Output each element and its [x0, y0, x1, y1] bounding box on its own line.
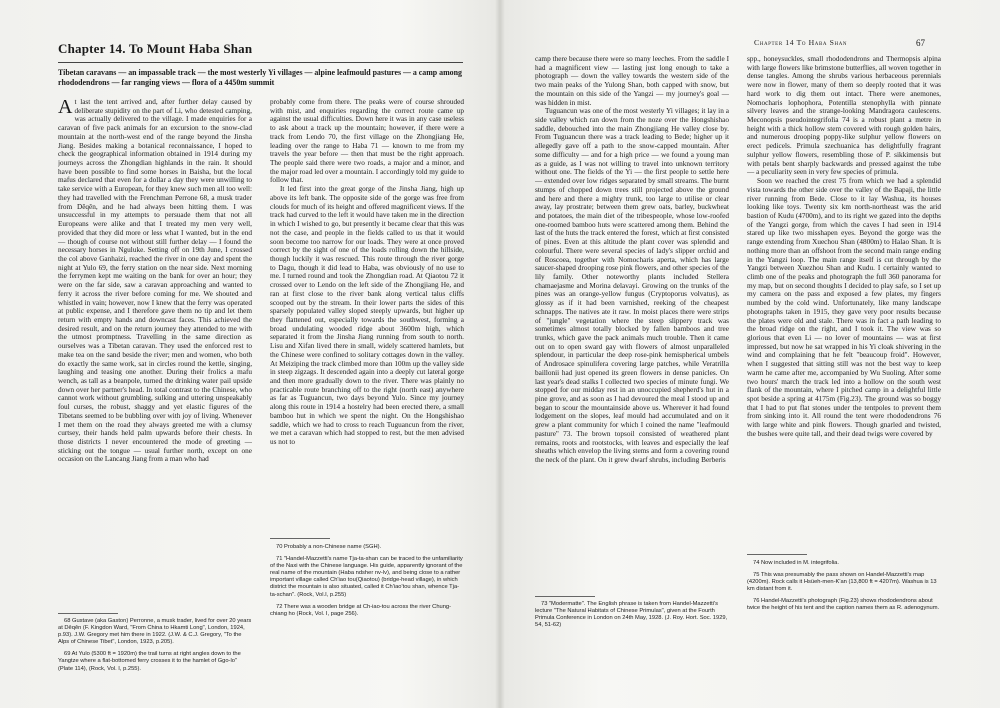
right-page [502, 0, 1000, 708]
footnote: 69 At Yulo (5300 ft = 1920m) the trail turns at right angles down to the Yangtze where a flat-bottomed ferry crosses it to the hamlet of Ggo-lo" (Plate 114), (Rock, Vol. I, p.255). [58, 651, 241, 672]
left-page-column-1 [58, 98, 252, 618]
body-paragraph: spp., honeysuckles, small rhododendrons and Thermopsis alpina with large flowers like brimstone butterflies, all woven together in dense tangles. Among the shrubs various herbaceous perennials were now in flower, many of them so deeply rooted that it was hard work to dig them out intact. There were anemones, Nomocharis lophophora, Potentilla stenophylla with pinnate silvery leaves and the strange-looking Mandragora caulescens. Meconopsis pseudointegrifolia 74 is a robust plant a metre in height with a thick hollow stem covered with rough golden hairs, and numerous drooping poppy-like sulphur yellow flowers on erect pedicels. Primula szechuanica has delightfully fragrant sulphur yellow flowers, resembling those of P. sikkimensis but with petals bent sharply backwards and pressed against the tube — a peculiarity seen in very few species of primula. [747, 55, 941, 177]
footnote: 72 There was a wooden bridge at Ch-iao-tou across the river Chung-chiang ho (Rock, Vol. I, page 256). [270, 603, 452, 617]
footnote-rule [535, 596, 595, 597]
left-page-footnotes-1 [58, 618, 253, 698]
left-page-column-2 [270, 98, 464, 524]
page-number: 67 [916, 38, 925, 48]
opening-paragraph [58, 98, 252, 464]
right-page-footnotes-1 [535, 601, 730, 681]
right-page-footnotes-2 [747, 560, 942, 700]
body-paragraph: It led first into the great gorge of the Jinsha Jiang, high up above its left bank. The opposite side of the gorge was free from clouds for much of its height and offered magnificent views. If the track had curved to the left it would have taken me in the direction in which I wished to go, but presently it became clear that this was not the case, and people in the fields called to us that it would soon become too narrow for our loads. They were at once proved correct by the sight of one of the loads rolling down the hillside, though luckily it was rescued. This route through the river gorge to Dagu, though it did lead to Haba, was obviously of no use to me. I turned round and took the Zhongdian road. At Qiaotou 72 it crossed over to Lendo on the left side of the Zhongjiang He, and ran at first close to the river bank along vertical talus cliffs scooped out by the stream. In their lower parts the sides of this sparsely populated valley sloped steeply upwards, but higher up they flattened out, especially towards the southwest, forming a broad undulating wooded ridge about 3600m high, which separated it from the Jinsha Jiang running from south to north. Lisu and Xifan lived there in small, widely scattered hamlets, but the Chinese were confined to solitary cottages down in the valley. At Meiziping the track climbed more than 100m up the valley side in steep zigzags. It descended again into a deeply cut lateral gorge and then more gradually down to the river. There was plainly no practicable route branching off to the right (north east) anywhere as far as Tuguancun, two days beyond Yulo. Since my journey along this route in 1914 a hostelry had been erected there, a small bamboo hut in which we spent the night. On the Hongshishao saddle, which we had to cross to reach Tuguancun from the river, we met a caravan which had stopped to rest, but the men advised us not to [270, 185, 464, 447]
opening-paragraph-text: t last the tent arrived and, after further delay caused by deliberate stupidity on the part of Li, who detested camping, was actually delivered to the village. I made enquiries for a caravan of five pack animals for an excursion to the snow-clad mountain at the north-west end of the range beyond the Jinsha Jiang. Besides making a botanical reconnaissance, I hoped to check the geographical information obtained in 1914 during my journeys across the Zhongdian highlands in the rain. It should have been possible to find some horses in Baisha, but the local mafus declared that even for a dollar a day they were unwilling to take service with a European, for they knew such men all too well: they had travelled with the Frenchman Perrone 68, a musk trader from Dêqên, and he had always been hitting them. I was unsuccessful in my attempts to persuade them that not all Europeans were alike and that I treated my men very well, provided that they did more or less what I wanted, but in the end — though of course not without still further delay — I found the necessary horses in Nguluke. Setting off on 19th June, I crossed the col above Ganhaizi, reached the river in one day and spent the night at Yulo 69, the ferry station on the near side. Next morning the ferrymen kept me waiting on the bank for over an hour; they were on the far side, saw a caravan approaching and wanted to ferry it across the river before coming for me. We shouted and whistled in vain; however, now I knew that the ferry was operated at public expense, and I therefore gave them no tip and let them return with empty hands and downcast faces. This achieved the desired result, and on the return journey they attended to me with the utmost promptness. Travelling in the same direction as ourselves was a Tibetan caravan. They used the enforced rest to make tea on the sand beside the river; men and women, who both do exactly the same work, sat in circles round the kettle, singing, laughing and teasing one another. During their frolics a mafu wench, as tall as a beanpole, turned the drinking water pail upside down over her partner's head. In total contrast to the Chinese, who cannot work without grumbling, sulking and uttering unspeakably foul curses, the robust, shaggy and yet elastic figures of the Tibetans seemed to be bubbling over with joy of living. Whenever I met them on the road they always greeted me with a clumsy curtsey, their hands held palm upwards before their chests. In those districts I never encountered the mode of greeting — sticking out the tongue — usual further north, except on one occasion on the Lancang Jiang from a man who had [58, 98, 252, 464]
body-paragraph: Tuguancun was one of the most westerly Yi villages; it lay in a side valley which ran down from the noze over the Hongshishao saddle, debouched into the main Zhongjiang He valley close by. From Tuguancun there was a track leading to Bede; higher up it allegedly gave off a path to the snow-capped mountain. After some difficulty — and for a high price — we found a young man as a guide, as I was not willing to travel into unknown territory without one. The fields of the Yi — the first people to settle here — extended over low ridges separated by small streams. The burnt stumps of chopped down trees still projected above the ground and here and there a mighty trunk, too large to utilise or clear away, lay prostrate; between them grew oats, barley, buckwheat and potatoes, the main diet of the tribespeople, whose low-roofed one-roomed bamboo huts were scattered among them. Behind the last of the huts the track entered the forest, which at first consisted of pines. Even at this altitude the plant cover was splendid and colourful. There were several species of lady's slipper orchid and of Roscoea, together with Nomocharis aperta, which has large saucer-shaped drooping rose pink flowers, and other species of the lily family. Other noteworthy plants included Stellera chamaejasme and Morina delavayi. Growing on the trunks of the pines was an orange-yellow fungus (Cryptoporus volvatus), as glossy as if it had been varnished, reeking of the cheapest schnapps. The natives ate it raw. In moist places there were strips of "jungle" vegetation where the steep slippery track was sometimes almost totally blocked by fallen bamboos and tree trunks, which gave the pack animals much trouble. Then it came out on to open sward gay with flowers of almost unparalleled splendour, in particular the deep rose-pink hemispherical umbels of Androsace spinulifera covering large patches, while Veratrilla baillonii had just opened its green flowers in dense panicles. On last year's dead stalks I collected two species of minute fungi. We stopped for our midday rest in an unoccupied shepherd's hut in a pine grove, and as soon as I had devoured the meal I stood up and began to scour the mountainside above us. Wherever it had found lodgement on the slopes, leaf mould had accumulated and on it grew a plant community for which I coined the name "leafmould pasture" 73. The brown topsoil consisted of weathered plant remains, roots and rootstocks, with leaves and especially the leaf sheaths which envelop the living stems and form a covering round the neck of the plant. On it grew dwarf shrubs, including Berberis [535, 107, 729, 465]
footnote: 70 Probably a non-Chinese name (SGH). [276, 544, 382, 550]
right-page-column-1 [535, 55, 729, 585]
chapter-subtitle: Tibetan caravans — an impassable track — the most westerly Yi villages — alpine leafmould pastures — a camp among rhododendrons — far ranging views — flora of a 4450m summit [58, 68, 462, 87]
body-paragraph: Soon we reached the crest 75 from which we had a splendid vista towards the other side over the valley of the Bapaji, the little river running from Bede. Close to it lay Washua, its houses looking like toys. Twenty six km north-northeast was the arid bastion of Kudu (4700m), and to its right we gazed into the depths of the Yangzi gorge, from which the caves I had seen in 1914 stared up like two misshapen eyes. Beyond the gorge was the range extending from Xuechou Shan (4800m) to Halao Shan. It is nothing more than an offshoot from the second main range ending in the Yangzi loop. The main range itself is cut through by the Yangzi between Xuezhou Shan and Kudu. I certainly wanted to climb one of the peaks and photograph the full 360 panorama for my map, but on second thoughts I decided to play safe, so I set up my camera on the pass and exposed a few plates, my fingers numbed by the cold wind. Unfortunately, like many landscape photographs taken in 1915, they gave very poor results because the plates were old and stale. There was in fact a path leading to the broad ridge on the right, and I took it. The view was so glorious that even Li — no lover of mountains — was at first impressed, but now he sat wrapped in his Yi cloak shivering in the wind and complaining that he felt "beaucoup froid". However, when I suggested that sitting still was not the best way to keep warm he came after me, accompanied by Wu Suoling. After some two hours' march the track led into a hollow on the south west flank of the mountain, where I pitched camp in a delightful little spot beside a spring at 4175m (Fig.23). The ground was so boggy that I had to put flat stones under the tentpoles to prevent them from sinking into it. All round the tent were rhododendrons 76 with large white and pink flowers. Though gnarled and twisted, the bushes were quite tall, and their dead twigs were covered by [747, 177, 941, 438]
footnote: 71 "Handel-Mazzetti's name Tja-ta-shan can be traced to the unfamiliarity of the Naxi with the Chinese language. His guide, apparently ignorant of the real name of the mountain (Haba ndsher nv-lv), and being close to a rather important village called Ch'iao tou(Qiaotou) (bridge-head village), in which district the mountain is also situated, called it Ch'iao'tou shan, whence Tja-ta-schan". (Rock, Vol.I, p.255) [270, 556, 463, 598]
left-page-footnotes-2 [270, 544, 465, 694]
right-page-column-2 [747, 55, 941, 540]
chapter-title: Chapter 14. To Mount Haba Shan [58, 41, 253, 56]
footnote: 68 Gustave (aka Gaston) Perronne, a musk trader, lived for over 20 years at Dêqên (F. Kingdon Ward, "From China to Hkamti Long", London, 1924, p.93). J.W. Gregory met him there in 1922. (J.W. & C.J. Gregory, "To the Alps of Chinese Tibet", London, 1923, p.205). [58, 618, 252, 646]
header-rule [58, 62, 463, 63]
footnote: 76 Handel-Mazzetti's photograph (Fig.23) shows rhododendrons about twice the height of his tent and the caption names them as R. adenogynum. [747, 598, 940, 612]
body-paragraph: probably come from there. The peaks were of course shrouded with mist, and enquiries regarding the correct route came up against the usual difficulties. Down here it was in any case useless to ask about a track up the mountain; however, if there were a track from Lendo 70, the first village on the Zhongjiang He, leading over the range to Haba 71 — known to me from my travels the year before — then that must be the right approach. The people said there were two roads, a major and a minor, and the major road led over a mountain. I accordingly told my guide to follow that. [270, 98, 464, 185]
footnote-rule [270, 538, 330, 539]
footnote: 73 "Modermatte". The English phrase is taken from Handel-Mazzetti's lecture "The Natural Habitats of Chinese Primulas", given at the Fourth Primula Conference in London on 24th May, 1928. (J. Roy. Hort. Soc. 1929, 54, 51-62) [535, 601, 728, 629]
left-page [0, 0, 498, 708]
footnote: 75 This was presumably the pass shown on Handel-Mazzetti's map (4200m). Rock calls it Hsüeh-men-K'an (13,800 ft = 4207m). Washua is 13 km distant from it. [747, 572, 937, 593]
body-paragraph: camp there because there were so many leeches. From the saddle I had a magnificent view — lasting just long enough to take a photograph — down the valley towards the western side of the two main peaks of the Yulong Shan, both capped with snow, but the mountain on this side of the Yangzi — my journey's goal — was hidden in mist. [535, 55, 729, 107]
footnote: 74 Now included in M. integrifolia. [753, 560, 839, 566]
running-head: Chapter 14 To Haba Shan [754, 38, 848, 47]
footnote-rule [747, 554, 807, 555]
footnote-rule [58, 613, 118, 614]
drop-cap: A [58, 98, 73, 118]
